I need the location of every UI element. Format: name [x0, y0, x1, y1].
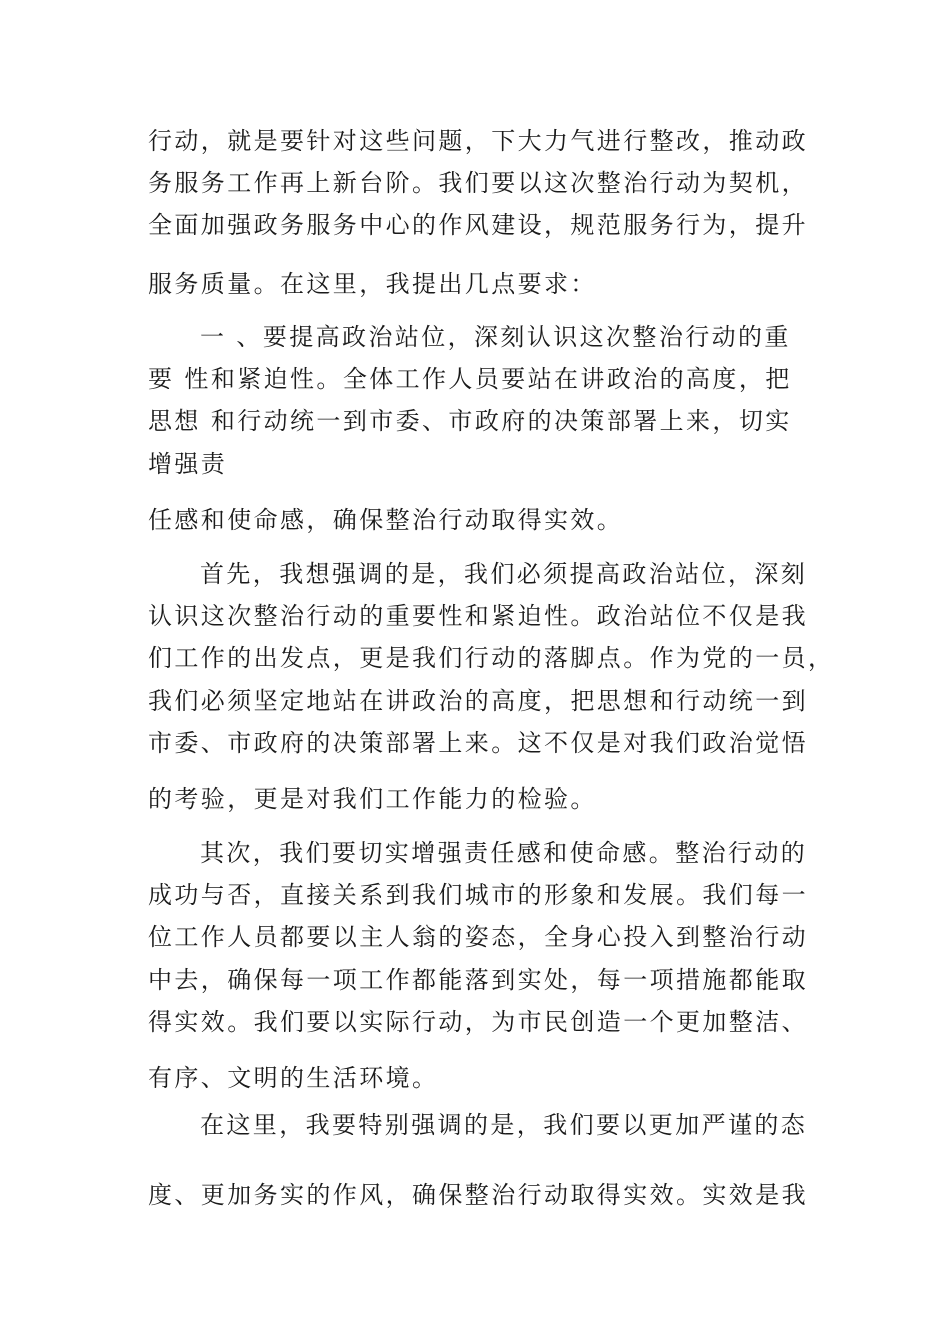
text-line-2: 务服务工作再上新台阶。我们要以这次整治行动为契机， [148, 169, 808, 197]
text-line-5: 一 、要提高政治站位，深刻认识这次整治行动的重 [200, 323, 791, 351]
text-line-14: 市委、市政府的决策部署上来。这不仅是对我们政治觉悟 [148, 729, 808, 757]
text-line-15: 的考验，更是对我们工作能力的检验。 [148, 785, 597, 813]
text-line-19: 中去，确保每一项工作都能落到实处，每一项措施都能取 [148, 966, 808, 994]
text-line-21: 有序、文明的生活环境。 [148, 1064, 439, 1092]
text-line-13: 我们必须坚定地站在讲政治的高度，把思想和行动统一到 [148, 687, 808, 715]
text-line-7: 思想 和行动统一到市委、市政府的决策部署上来，切实 [148, 407, 792, 435]
text-line-3: 全面加强政务服务中心的作风建设，规范服务行为，提升 [148, 211, 808, 239]
text-line-6: 要 性和紧迫性。全体工作人员要站在讲政治的高度，把 [148, 365, 792, 393]
text-line-11: 认识这次整治行动的重要性和紧迫性。政治站位不仅是我 [148, 602, 808, 630]
text-line-18: 位工作人员都要以主人翁的姿态，全身心投入到整治行动 [148, 923, 808, 951]
text-line-23: 度、更加务实的作风，确保整治行动取得实效。实效是我 [148, 1181, 808, 1209]
text-line-10: 首先，我想强调的是，我们必须提高政治站位，深刻 [200, 560, 808, 588]
text-line-16: 其次，我们要切实增强责任感和使命感。整治行动的 [200, 839, 808, 867]
text-line-20: 得实效。我们要以实际行动，为市民创造一个更加整洁、 [148, 1008, 808, 1036]
text-line-1: 行动，就是要针对这些问题，下大力气进行整改，推动政 [148, 127, 808, 155]
text-line-4: 服务质量。在这里，我提出几点要求： [148, 270, 597, 298]
text-line-8: 增强责 [148, 450, 228, 478]
text-line-17: 成功与否，直接关系到我们城市的形象和发展。我们每一 [148, 881, 808, 909]
text-line-22: 在这里，我要特别强调的是，我们要以更加严谨的态 [200, 1111, 808, 1139]
text-line-12: 们工作的出发点，更是我们行动的落脚点。作为党的一员， [148, 644, 835, 672]
text-line-9: 任感和使命感，确保整治行动取得实效。 [148, 506, 624, 534]
